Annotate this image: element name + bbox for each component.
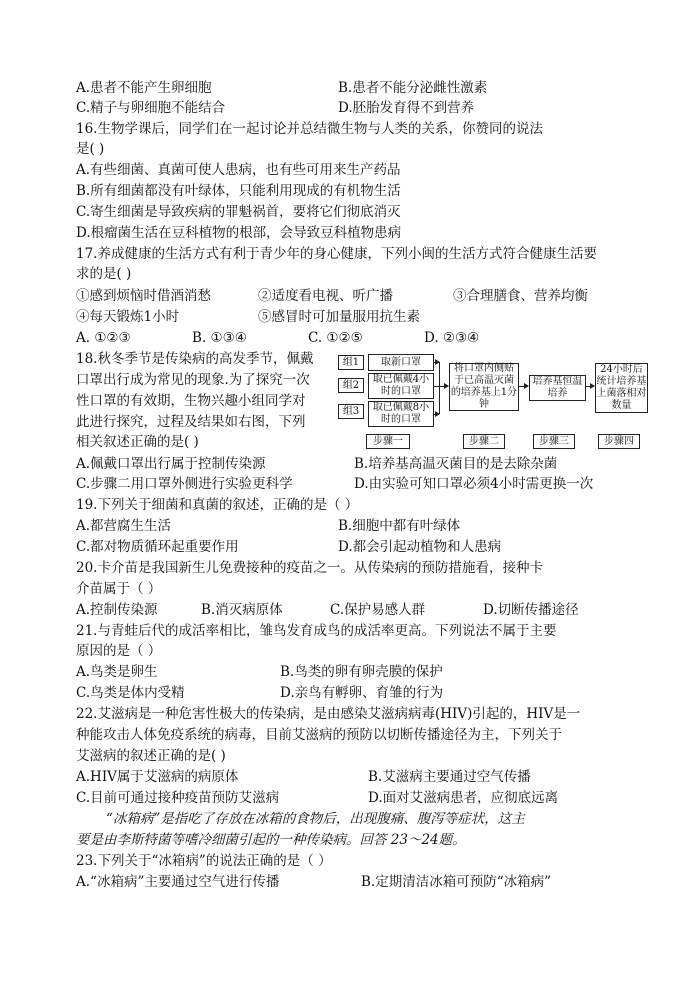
step-label-4: 步骤四	[598, 434, 640, 449]
step-label-2: 步骤二	[463, 434, 505, 449]
q17-option-a: A. ①②③	[76, 330, 131, 346]
q18-stem-line5: 相关叙述正确的是( )	[76, 434, 199, 450]
q17-option-d: D. ②③④	[424, 330, 480, 346]
group-label-3: 组3	[338, 404, 364, 419]
step-label-3: 步骤三	[533, 434, 575, 449]
passage-line2: 要是由李斯特菌等嗜冷细菌引起的一种传染病。回答 23～24题。	[76, 832, 466, 848]
step2-box: 将口罩内侧贴于已高温灭菌的培养基上1分钟	[450, 363, 518, 410]
group-label-1: 组1	[338, 355, 364, 370]
q21-stem-line1: 21.与青蛙后代的成活率相比，雏鸟发育成鸟的成活率更高。下列说法不属于主要	[76, 623, 557, 639]
step1-8h-mask: 取已佩戴8小时的口罩	[368, 401, 434, 427]
q17-item-5: ⑤感冒时可加量服用抗生素	[258, 309, 420, 325]
arrow-2-3	[519, 386, 528, 387]
q22-stem-line2: 种能攻击人体免疫系统的病毒，目前艾滋病的预防以切断传播途径为主，下列关于	[76, 727, 562, 743]
q21-option-b: B.鸟类的卵有卵壳膜的保护	[280, 664, 443, 680]
q17-option-b: B. ①③④	[192, 330, 247, 346]
q22-option-a: A.HIV属于艾滋病的病原体	[76, 769, 239, 785]
q16-option-c: C.寄生细菌是导致疾病的罪魁祸首，要将它们彻底消灭	[76, 204, 401, 220]
q18-stem-line4: 此进行探究，过程及结果如右图，下列	[76, 414, 306, 430]
q22-option-d: D.面对艾滋病患者，应彻底远离	[368, 790, 559, 806]
q21-option-d: D.亲鸟有孵卵、育雏的行为	[280, 685, 444, 701]
q18-stem-line2: 口罩出行成为常见的现象.为了探究一次	[76, 372, 310, 388]
q16-option-d: D.根瘤菌生活在豆科植物的根部，会导致豆科植物患病	[76, 225, 402, 241]
q22-stem-line3: 艾滋病的叙述正确的是( )	[76, 748, 226, 764]
q20-stem-line1: 20.卡介苗是我国新生儿免费接种的疫苗之一。从传染病的预防措施看，接种卡	[76, 560, 543, 576]
q16-option-b: B.所有细菌都没有叶绿体，只能利用现成的有机物生活	[76, 183, 401, 199]
q16-stem-line1: 16.生物学课后，同学们在一起讨论并总结微生物与人类的关系，你赞同的说法	[76, 121, 543, 137]
q17-stem-line1: 17.养成健康的生活方式有利于青少年的身心健康，下列小闽的生活方式符合健康生活要	[76, 246, 597, 262]
q19-option-d: D.都会引起动植物和人患病	[338, 539, 502, 555]
mask-experiment-diagram	[338, 352, 648, 452]
q18-option-d: D.由实验可知口罩必须4小时需更换一次	[354, 476, 594, 492]
q23-option-a: A.“冰箱病”主要通过空气进行传播	[76, 874, 280, 890]
passage-line1: “冰箱病”是指吃了存放在冰箱的食物后，出现腹痛、腹泻等症状，这主	[106, 811, 525, 827]
q17-item-1: ①感到烦恼时借酒消愁	[76, 288, 211, 304]
q23-option-b: B.定期清洁冰箱可预防“冰箱病”	[361, 874, 552, 890]
q20-option-a: A.控制传染源	[76, 602, 158, 618]
q20-option-d: D.切断传播途径	[483, 602, 579, 618]
q22-option-c: C.目前可通过接种疫苗预防艾滋病	[76, 790, 280, 806]
q18-option-b: B.培养基高温灭菌目的是去除杂菌	[354, 456, 558, 472]
step1-4h-mask: 取已佩戴4小时的口罩	[368, 373, 434, 399]
q21-option-c: C.鸟类是体内受精	[76, 685, 185, 701]
q23-stem: 23.下列关于“冰箱病”的说法正确的是（ ）	[76, 853, 332, 869]
connector-line	[439, 362, 440, 414]
q19-option-b: B.细胞中都有叶绿体	[338, 518, 461, 534]
q22-stem-line1: 22.艾滋病是一种危害性极大的传染病，是由感染艾滋病病毒(HIV)引起的，HIV是一	[76, 706, 581, 722]
q19-option-a: A.都营腐生生活	[76, 518, 172, 534]
q16-option-a: A.有些细菌、真菌可使人患病，也有些可用来生产药品	[76, 162, 401, 178]
q17-item-2: ②适度看电视、听广播	[258, 288, 393, 304]
q16-stem-line2: 是( )	[76, 141, 105, 157]
step4-box: 24小时后统计培养基上菌落相对数量	[596, 364, 647, 411]
group-label-2: 组2	[338, 378, 364, 393]
q19-stem: 19.下列关于细菌和真菌的叙述，正确的是（ ）	[76, 497, 359, 513]
step3-box: 培养基恒温培养	[529, 375, 586, 401]
q21-stem-line2: 原因的是（ ）	[76, 643, 162, 659]
q20-option-c: C.保护易感人群	[330, 602, 426, 618]
q17-item-3: ③合理膳食、营养均衡	[453, 288, 588, 304]
q17-stem-line2: 求的是( )	[76, 266, 132, 282]
q17-option-c: C. ①②⑤	[308, 330, 363, 346]
q21-option-a: A.鸟类是卵生	[76, 664, 158, 680]
q18-stem-line3: 性口罩的有效期，生物兴趣小组同学对	[76, 393, 306, 409]
step-label-1: 步骤一	[366, 434, 410, 449]
q15-option-b: B.患者不能分泌雌性激素	[338, 80, 488, 96]
q19-option-c: C.都对物质循环起重要作用	[76, 539, 239, 555]
q17-item-4: ④每天锻炼1小时	[76, 309, 180, 325]
q15-option-a: A.患者不能产生卵细胞	[76, 80, 212, 96]
q22-option-b: B.艾滋病主要通过空气传播	[368, 769, 531, 785]
q18-option-a: A.佩戴口罩出行属于控制传染源	[76, 456, 266, 472]
q20-option-b: B.消灭病原体	[201, 602, 283, 618]
q15-option-c: C.精子与卵细胞不能结合	[76, 100, 226, 116]
q18-option-c: C.步骤二用口罩外侧进行实验更科学	[76, 476, 293, 492]
step1-new-mask: 取新口罩	[368, 354, 434, 371]
arrow-3-4	[586, 386, 594, 387]
connector-tick-1	[434, 362, 439, 363]
q15-option-d: D.胚胎发育得不到营养	[338, 100, 475, 116]
connector-arrow	[434, 386, 448, 387]
q18-stem-line1: 18.秋冬季节是传染病的高发季节，佩戴	[76, 351, 314, 367]
q20-stem-line2: 介苗属于（ ）	[76, 581, 162, 597]
connector-tick-3	[434, 414, 439, 415]
